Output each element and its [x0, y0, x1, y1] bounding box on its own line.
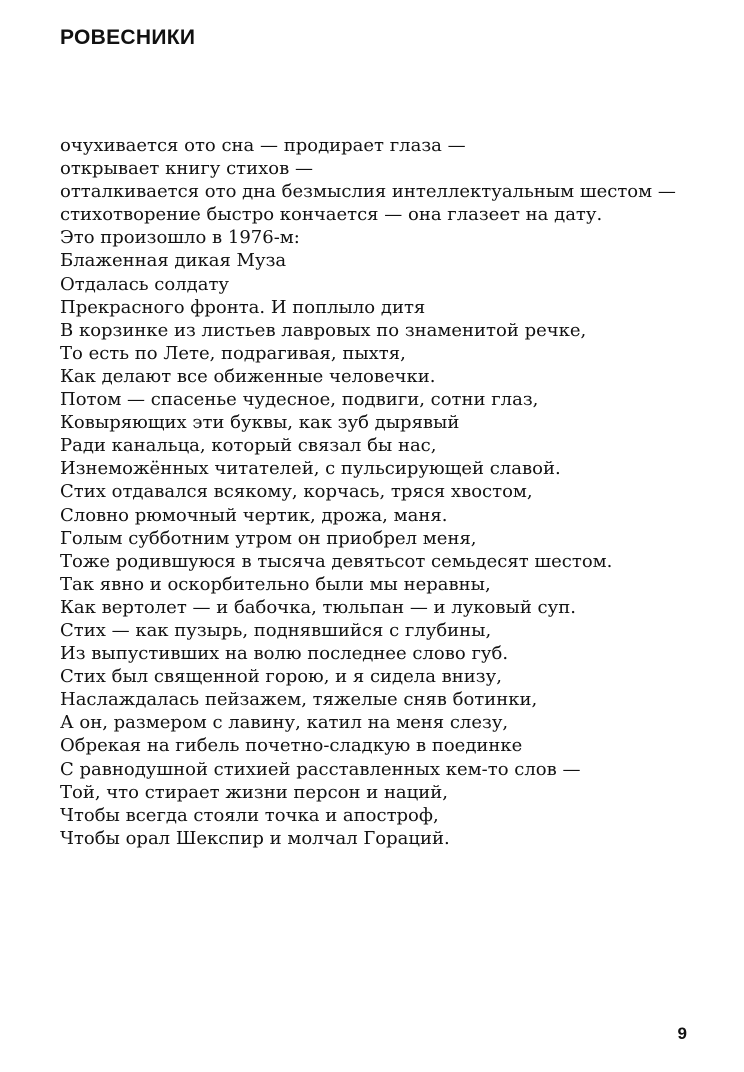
poem-line: очухивается ото сна — продирает глаза — — [60, 135, 466, 156]
poem-line: В корзинке из листьев лавровых по знаменитой речке, — [60, 319, 587, 341]
poem-line: Изнеможённых читателей, с пульсирующей славой. — [60, 458, 561, 480]
poem-line: Так явно и оскорбительно были мы неравны, — [60, 573, 491, 595]
page-number: 9 — [677, 1024, 687, 1043]
poem-line: Чтобы орал Шекспир и молчал Гораций. — [60, 827, 450, 849]
poem-line: Стих был священной горою, и я сидела внизу, — [60, 666, 502, 688]
poem-line: отталкивается ото дна безмыслия интеллектуальным шестом — — [60, 181, 676, 203]
poem-line: Ковыряющих эти буквы, как зуб дырявый — [60, 412, 460, 434]
poem-line: стихотворение быстро кончается — она глазеет на дату. — [60, 204, 603, 226]
poem-line: То есть по Лете, подрагивая, пыхтя, — [60, 342, 406, 364]
poem-line: Прекрасного фронта. И поплыло дитя — [60, 296, 426, 318]
poem-line: Словно рюмочный чертик, дрожа, маня. — [60, 504, 448, 526]
poem-line: Стих — как пузырь, поднявшийся с глубины, — [60, 619, 492, 641]
poem-line: Ради канальца, который связал бы нас, — [60, 435, 437, 457]
poem-line: Как вертолет — и бабочка, тюльпан — и луковый суп. — [60, 596, 576, 618]
poem-line: Потом — спасенье чудесное, подвиги, сотни глаз, — [60, 389, 539, 411]
poem-line: Обрекая на гибель почетно-сладкую в поединке — [60, 735, 523, 757]
poem-line: Той, что стирает жизни персон и наций, — [60, 781, 448, 803]
poem-line: Голым субботним утром он приобрел меня, — [60, 527, 477, 549]
poem-line: Тоже родившуюся в тысяча девятьсот семьдесят шестом. — [60, 550, 613, 572]
poem-line: Чтобы всегда стояли точка и апостроф, — [60, 804, 439, 826]
poem-line: С равнодушной стихией расставленных кем-то слов — — [60, 758, 581, 780]
poem-line: Это произошло в 1976-м: — [60, 227, 300, 249]
poem-text — [60, 134, 730, 850]
poem-line: Стих отдавался всякому, корчась, тряся хвостом, — [60, 481, 533, 503]
poem-line: Из выпустивших на волю последнее слово губ. — [60, 643, 509, 665]
poem-line: Отдалась солдату — [60, 273, 230, 295]
poem-line: Блаженная дикая Муза — [60, 250, 287, 272]
poem-line: А он, размером с лавину, катил на меня слезу, — [60, 712, 509, 734]
poem-line: Наслаждалась пейзажем, тяжелые сняв ботинки, — [60, 689, 538, 711]
poem-line: Как делают все обиженные человечки. — [60, 365, 436, 387]
poem-line: открывает книгу стихов — — [60, 158, 313, 180]
page-title: РОВЕСНИКИ — [60, 26, 196, 49]
